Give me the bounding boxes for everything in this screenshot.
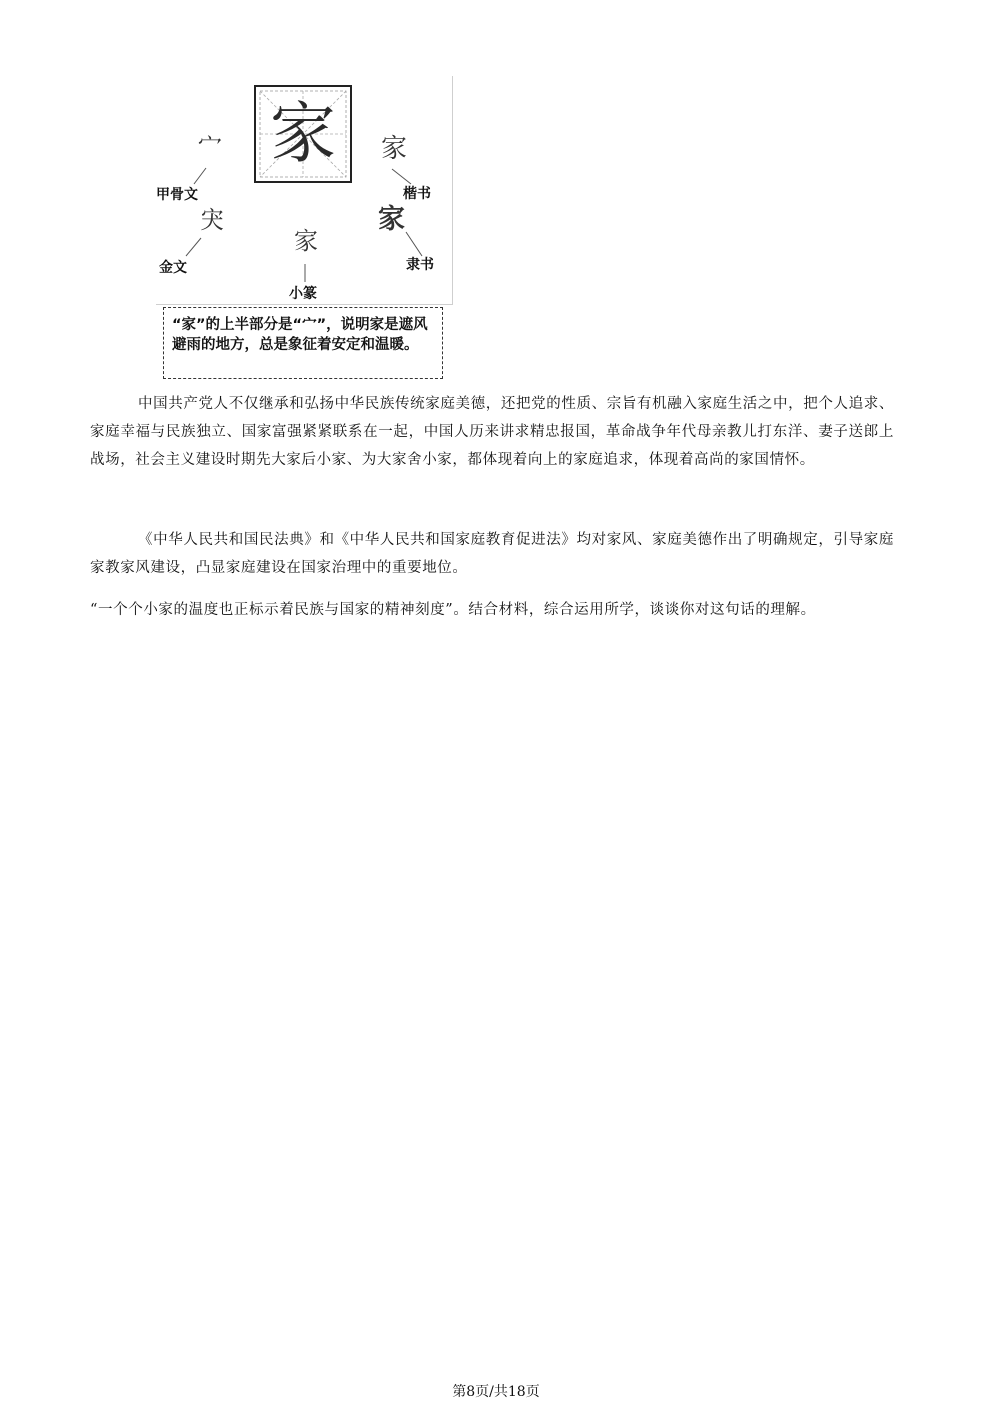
- bronze-label: 金文: [159, 260, 187, 276]
- paragraph-2: 《中华人民共和国民法典》和《中华人民共和国家庭教育促进法》均对家风、家庭美德作出了明确规定，引导家庭家教家风建设，凸显家庭建设在国家治理中的重要地位。: [90, 532, 894, 576]
- regular-script-label: 楷书: [403, 186, 431, 202]
- main-character: 家: [270, 95, 336, 172]
- page-footer: 第8页/共18页: [452, 1384, 540, 1400]
- tian-grid-box: [254, 85, 352, 183]
- clerical-script-label: 隶书: [406, 257, 434, 273]
- explanation-note: “家”的上半部分是“宀”，说明家是遮风避雨的地方，总是象征着安定和温暖。: [163, 307, 443, 379]
- bronze-glyph: 宊: [200, 206, 224, 234]
- question-text: “一个个小家的温度也正标示着民族与国家的精神刻度”。结合材料，综合运用所学，谈谈你对这句话的理解。: [90, 602, 816, 618]
- regular-script-glyph: 家: [381, 134, 408, 164]
- oracle-bone-label: 甲骨文: [156, 187, 198, 203]
- small-seal-glyph: 家: [294, 227, 318, 255]
- character-evolution-figure: [156, 76, 453, 305]
- small-seal-label: 小篆: [289, 286, 317, 302]
- clerical-script-glyph: 家: [378, 204, 405, 235]
- paragraph-1: 中国共产党人不仅继承和弘扬中华民族传统家庭美德，还把党的性质、宗旨有机融入家庭生活之中，把个人追求、家庭幸福与民族独立、国家富强紧紧联系在一起，中国人历来讲求精忠报国，革命战争年代母亲教儿打东洋、妻子送郎上战场，社会主义建设时期先大家后小家、为大家舍小家，都体现着向上的家庭追求，体现着高尚的家国情怀。: [90, 396, 894, 468]
- oracle-bone-glyph: 宀: [198, 132, 222, 160]
